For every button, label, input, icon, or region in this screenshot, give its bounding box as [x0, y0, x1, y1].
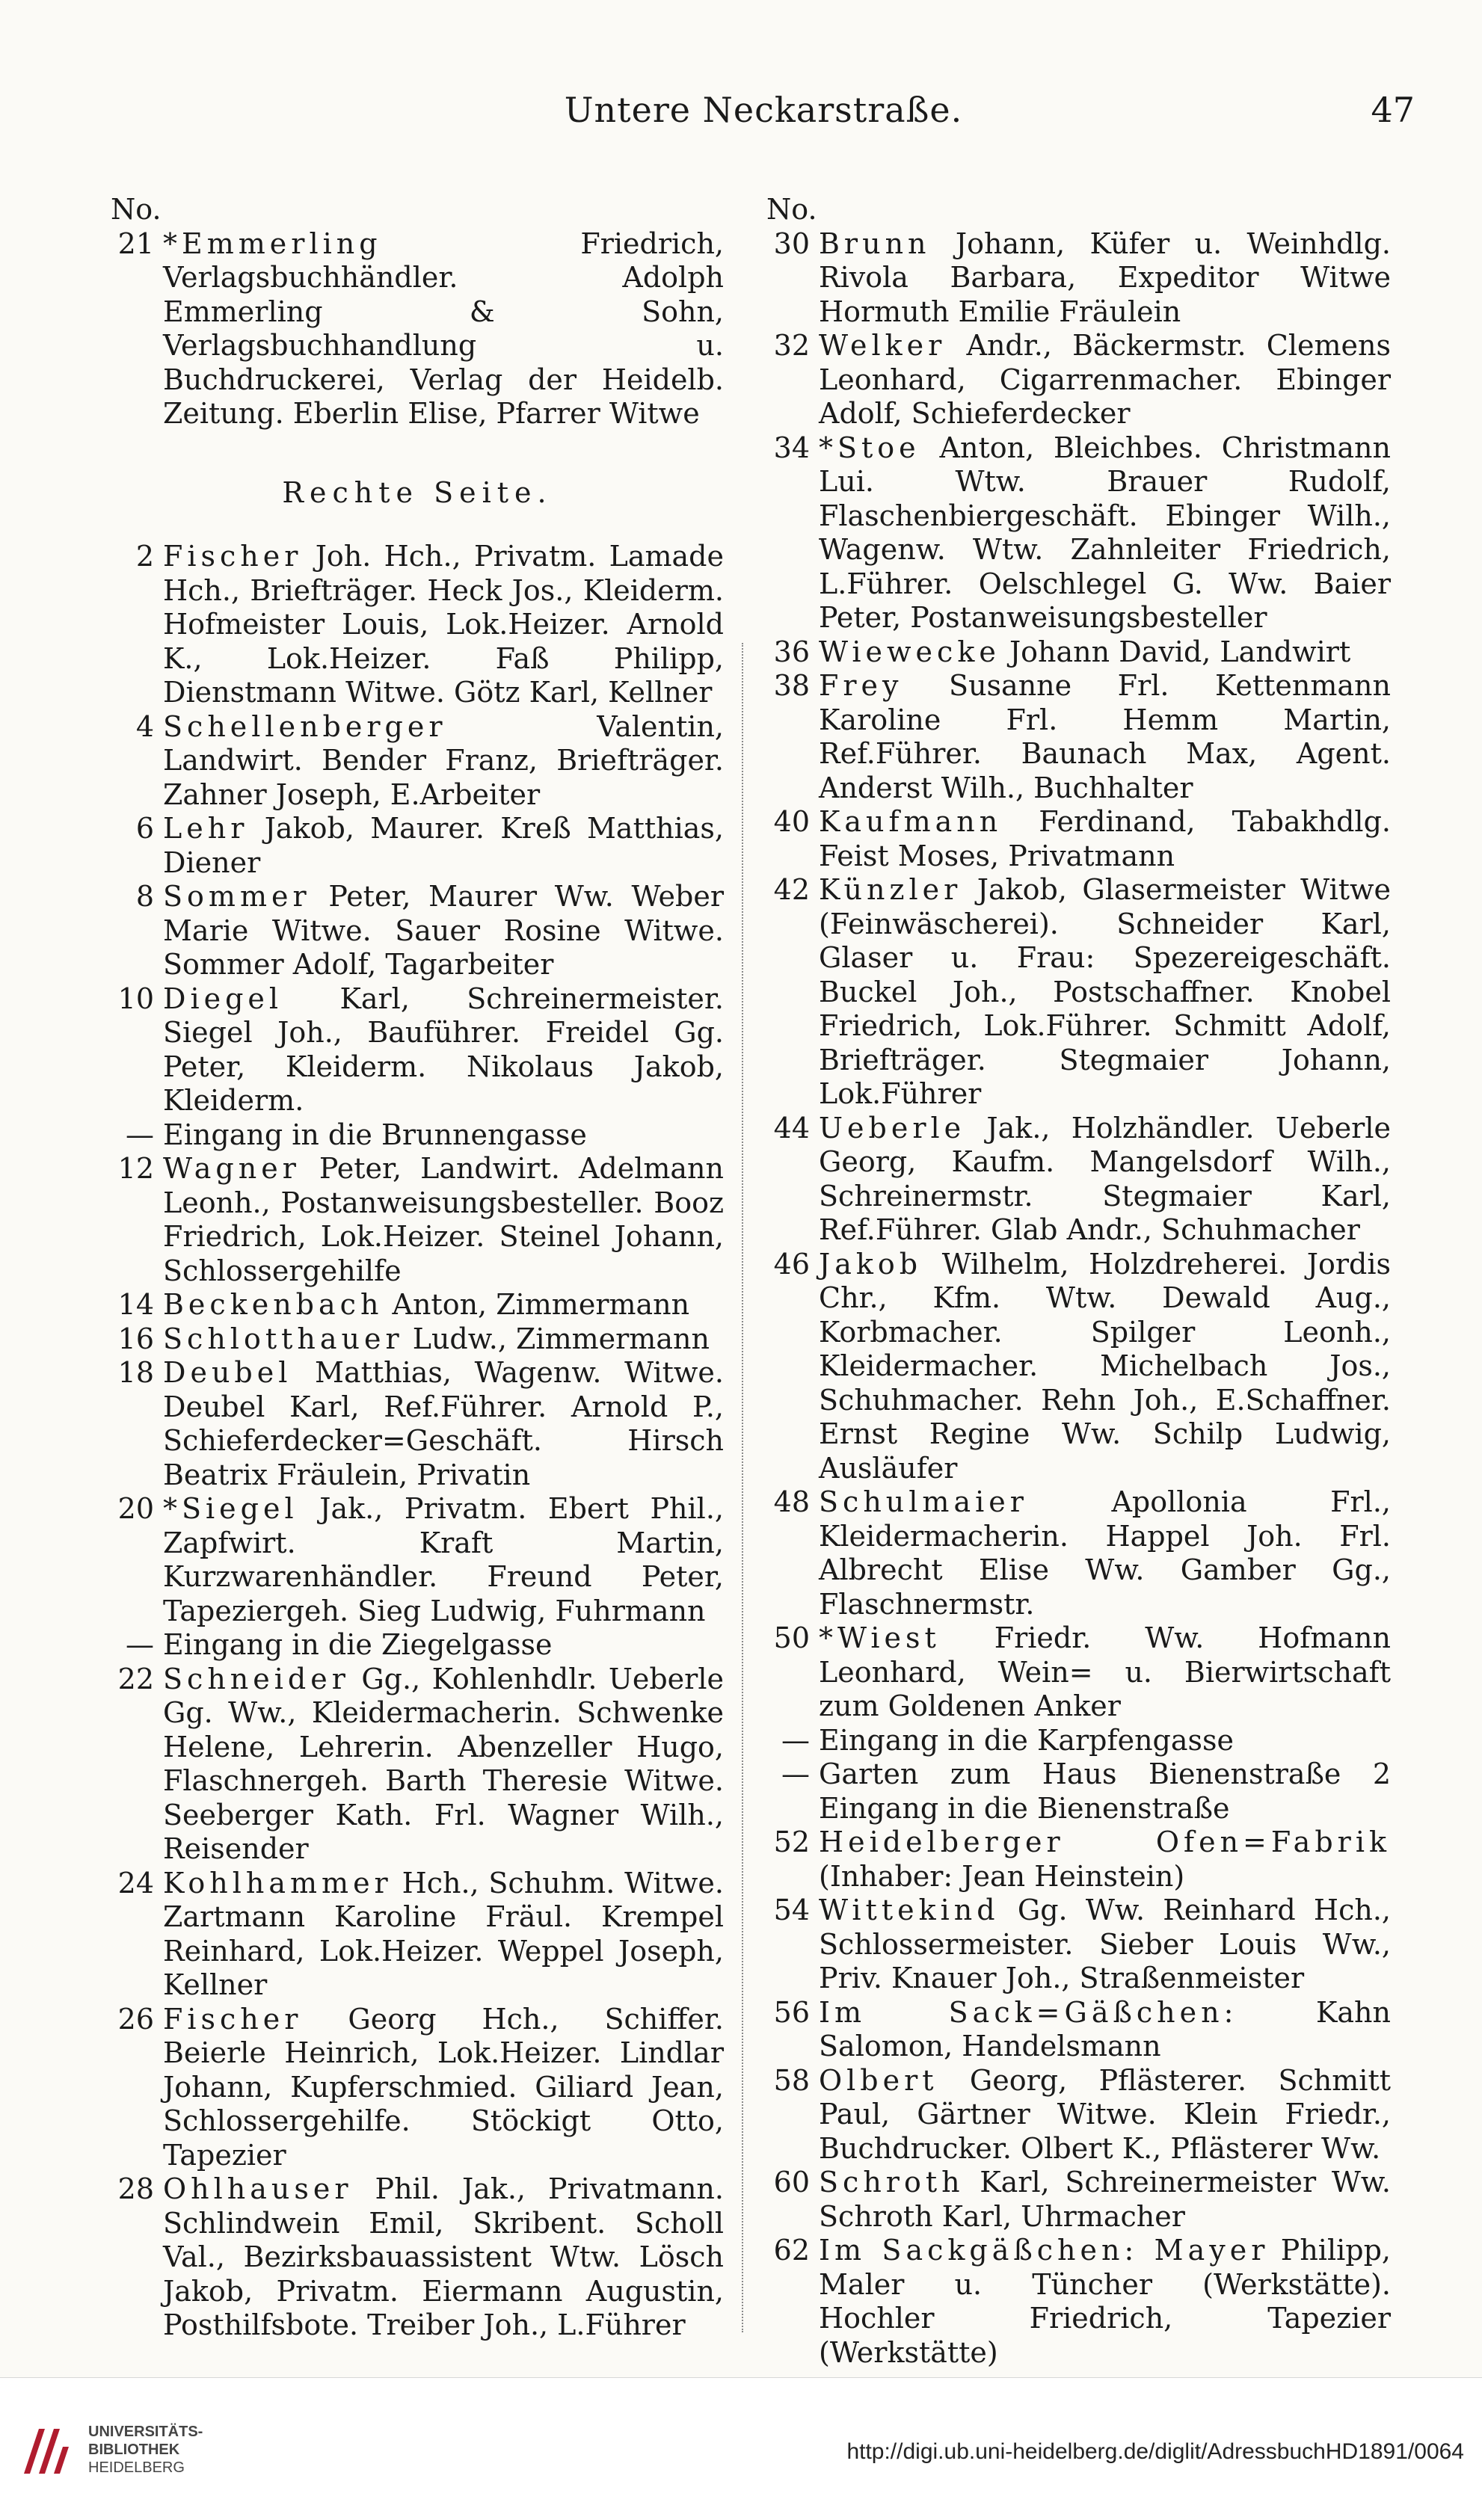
directory-entry: [111, 1628, 724, 1663]
directory-entry: [766, 805, 1391, 873]
house-number: 4: [135, 709, 154, 743]
resident-details: Matthias, Wagenw. Witwe. Deubel Karl, Ref.Führer. Arnold P., Schieferdecker=Geschäft. Hirsch Beatrix Fräulein, Privatin: [163, 1356, 724, 1491]
resident-details: Jak., Holzhändler. Ueberle Georg, Kaufm. Mangelsdorf Wilh., Schreinermstr. Stegmaier Karl, Ref.Führer. Glab Andr., Schuhmacher: [819, 1111, 1391, 1246]
house-number: 52: [773, 1826, 810, 1858]
entry-text: [163, 710, 724, 813]
resident-name: Künzler: [819, 873, 962, 906]
resident-name: Kaufmann: [819, 805, 1003, 838]
resident-name: Ohlhauser: [163, 2172, 353, 2205]
entry-text: [819, 1894, 1391, 1996]
entry-text: [819, 1248, 1391, 1486]
resident-name: Wagner: [163, 1152, 301, 1185]
resident-name: Olbert: [819, 2063, 938, 2097]
entry-text: [819, 1826, 1391, 1894]
directory-entry: [111, 982, 724, 1118]
directory-entry: [111, 1152, 724, 1288]
directory-entry: [111, 227, 724, 431]
resident-name: *Stoe: [819, 431, 920, 464]
resident-details: Johann David, Landwirt: [1009, 635, 1351, 668]
resident-name: Kohlhammer: [163, 1866, 393, 1900]
resident-name: Beckenbach: [163, 1288, 384, 1321]
directory-entry: [766, 1112, 1391, 1248]
house-number: 14: [117, 1288, 154, 1321]
resident-name: Schulmaier: [819, 1485, 1028, 1518]
resident-details: Kahn Salomon, Handelsmann: [819, 1995, 1391, 2062]
entry-text: [819, 431, 1391, 635]
resident-details: Jak., Privatm. Ebert Phil., Zapfwirt. Kraft Martin, Kurzwarenhändler. Freund Peter, Tapeziergeh. Sieg Ludwig, Fuhrmann: [163, 1492, 724, 1627]
house-number: 38: [773, 669, 810, 702]
resident-name: *Emmerling: [163, 227, 382, 260]
footer-bar: [0, 2377, 1482, 2520]
house-number: —: [126, 1118, 154, 1151]
directory-entry: [111, 1288, 724, 1322]
entry-text: [163, 1867, 724, 2003]
resident-name: Wiewecke: [819, 635, 1000, 668]
directory-entry: [111, 880, 724, 982]
number-column-label: No.: [111, 193, 162, 226]
resident-name: Sommer: [163, 880, 311, 913]
house-number: 2: [135, 540, 154, 573]
directory-entry: [766, 1248, 1391, 1486]
entry-text: [819, 873, 1391, 1112]
right-entries: [766, 227, 1391, 2370]
entry-text: [163, 1492, 724, 1628]
house-number: 42: [773, 873, 810, 906]
right-column: [766, 193, 1391, 2370]
resident-details: Georg, Pflästerer. Schmitt Paul, Gärtner Witwe. Klein Friedr., Buchdrucker. Olbert K., Pflästerer Ww.: [819, 2063, 1391, 2165]
resident-details: Peter, Maurer Ww. Weber Marie Witwe. Sauer Rosine Witwe. Sommer Adolf, Tagarbeiter: [163, 880, 724, 981]
resident-name: Jakob: [819, 1247, 923, 1281]
resident-details: Karl, Schreinermeister. Siegel Joh., Bauführer. Freidel Gg. Peter, Kleiderm. Nikolaus Jakob, Kleiderm.: [163, 982, 724, 1117]
entry-text: [819, 1996, 1391, 2064]
house-number: 44: [773, 1111, 810, 1145]
entry-text: [819, 2234, 1391, 2370]
directory-entry: [766, 2064, 1391, 2166]
resident-details: Georg Hch., Schiffer. Beierle Heinrich, Lok.Heizer. Lindlar Johann, Kupferschmied. Giliard Jean, Schlossergehilfe. Stöckigt Otto, Tapezier: [163, 2002, 724, 2172]
resident-details: Andr., Bäckermstr. Clemens Leonhard, Cigarrenmacher. Ebinger Adolf, Schieferdecker: [819, 329, 1391, 430]
resident-name: Im Sack=Gäßchen:: [819, 1995, 1238, 2029]
directory-entry: [111, 2172, 724, 2343]
house-number: 48: [773, 1485, 810, 1518]
directory-entry: [111, 1356, 724, 1492]
entry-text: [163, 1118, 724, 1153]
entry-text: [163, 812, 724, 880]
left-top-entries: [111, 227, 724, 431]
directory-entry: [766, 1826, 1391, 1894]
resident-details: Jakob, Glasermeister Witwe (Feinwäscherei). Schneider Karl, Glaser u. Frau: Spezereigeschäft. Buckel Joh., Postschaffner. Knobel Friedrich, Lok.Führer. Schmitt Adolf, Briefträger. Stegmaier Johann, Lok.Führer: [819, 873, 1391, 1110]
resident-name: *Siegel: [163, 1492, 298, 1525]
resident-name: Frey: [819, 669, 903, 702]
resident-details: Eingang in die Karpfengasse: [819, 1723, 1235, 1757]
resident-name: Welker: [819, 329, 947, 362]
resident-details: Joh. Hch., Privatm. Lamade Hch., Briefträger. Heck Jos., Kleiderm. Hofmeister Louis, Lok.Heizer. Arnold K., Lok.Heizer. Faß Philipp, Dienstmann Witwe. Götz Karl, Kellner: [163, 540, 724, 709]
resident-details: Apollonia Frl., Kleidermacherin. Happel Joh. Frl. Albrecht Elise Ww. Gamber Gg., Flaschnermstr.: [819, 1485, 1391, 1621]
directory-entry: [766, 2166, 1391, 2234]
entry-text: [163, 1322, 724, 1357]
house-number: —: [781, 1723, 810, 1757]
resident-details: Peter, Landwirt. Adelmann Leonh., Postanweisungsbesteller. Booz Friedrich, Lok.Heizer. Steinel Johann, Schlossergehilfe: [163, 1152, 724, 1287]
house-number: 36: [773, 635, 810, 668]
entry-text: [163, 1356, 724, 1492]
source-url-link[interactable]: http://digi.ub.uni-heidelberg.de/diglit/AdressbuchHD1891/0064: [846, 2439, 1464, 2464]
resident-name: Diegel: [163, 982, 283, 1015]
resident-name: Schlotthauer: [163, 1322, 404, 1355]
resident-details: Hch., Schuhm. Witwe. Zartmann Karoline Fräul. Krempel Reinhard, Lok.Heizer. Weppel Joseph, Kellner: [163, 1866, 724, 2001]
directory-entry: [766, 1894, 1391, 1996]
directory-entry: [766, 227, 1391, 330]
entry-text: [163, 982, 724, 1118]
directory-entry: [766, 873, 1391, 1112]
resident-name: Fischer: [163, 2002, 303, 2036]
resident-details: Friedr. Ww. Hofmann Leonhard, Wein= u. Bierwirtschaft zum Goldenen Anker: [819, 1621, 1391, 1722]
directory-entry: [766, 1621, 1391, 1724]
entry-text: [163, 2172, 724, 2343]
resident-name: *Wiest: [819, 1621, 941, 1654]
entry-text: [163, 227, 724, 431]
house-number: 32: [773, 329, 810, 362]
directory-entry: [111, 812, 724, 880]
resident-details: Karl, Schreinermeister Ww. Schroth Karl, Uhrmacher: [819, 2166, 1391, 2233]
entry-text: [163, 1288, 724, 1322]
resident-name: Schneider: [163, 1662, 350, 1695]
directory-entry: [766, 669, 1391, 805]
house-number: 26: [117, 2002, 154, 2036]
library-line: BIBLIOTHEK: [88, 2442, 180, 2458]
resident-name: Im Sackgäßchen: Mayer: [819, 2234, 1270, 2267]
resident-details: Gg., Kohlenhdlr. Ueberle Gg. Ww., Kleidermacherin. Schwenke Helene, Lehrerin. Abenzeller Hugo, Flaschnergeh. Barth Theresie Witwe. Seeberger Kath. Frl. Wagner Wilh., Reisender: [163, 1662, 724, 1865]
entry-text: [819, 1621, 1391, 1724]
house-number: 8: [135, 880, 154, 913]
house-number: 40: [773, 805, 810, 838]
entry-text: [163, 1628, 724, 1663]
entry-text: [819, 2166, 1391, 2234]
resident-name: Lehr: [163, 812, 249, 845]
resident-details: Philipp, Maler u. Tüncher (Werkstätte). Hochler Friedrich, Tapezier (Werkstätte): [819, 2234, 1391, 2369]
entry-text: [163, 2003, 724, 2173]
entry-text: [819, 635, 1391, 670]
resident-details: Ludw., Zimmermann: [412, 1322, 710, 1355]
left-entries: [111, 540, 724, 2343]
house-number: —: [126, 1628, 154, 1661]
resident-name: Schroth: [819, 2166, 965, 2199]
resident-details: Eingang in die Brunnengasse: [163, 1118, 587, 1151]
directory-entry: [766, 1757, 1391, 1826]
left-column: [111, 193, 724, 2343]
house-number: 62: [773, 2234, 810, 2267]
library-name: [88, 2423, 203, 2477]
page-header: [112, 90, 1415, 150]
house-number: 12: [117, 1152, 154, 1185]
resident-details: Jakob, Maurer. Kreß Matthias, Diener: [163, 812, 724, 879]
directory-entry: [766, 1996, 1391, 2064]
library-line: HEIDELBERG: [88, 2459, 185, 2476]
house-number: —: [781, 1757, 810, 1790]
entry-text: [819, 329, 1391, 431]
resident-details: Gg. Ww. Reinhard Hch., Schlossermeister. Sieber Louis Ww., Priv. Knauer Joh., Straßenmeister: [819, 1894, 1391, 1994]
resident-details: Friedrich, Verlagsbuchhändler. Adolph Emmerling & Sohn, Verlagsbuchhandlung u. Buchdruckerei, Verlag der Heidelb. Zeitung. Eberlin Elise, Pfarrer Witwe: [163, 227, 724, 430]
directory-entry: [766, 431, 1391, 635]
entry-text: [163, 540, 724, 710]
directory-entry: [766, 1724, 1391, 1758]
house-number: 16: [117, 1322, 154, 1355]
house-number: 18: [117, 1356, 154, 1389]
entry-text: [819, 669, 1391, 805]
house-number: 10: [117, 982, 154, 1015]
number-column-label: No.: [766, 193, 817, 226]
directory-entry: [111, 1118, 724, 1153]
house-number: 21: [117, 227, 154, 260]
library-line: UNIVERSITÄTS-: [88, 2424, 203, 2440]
resident-name: Brunn: [819, 227, 931, 260]
directory-entry: [111, 1322, 724, 1357]
house-number: 58: [773, 2063, 810, 2097]
entry-text: [163, 1152, 724, 1288]
directory-entry: [766, 635, 1391, 670]
directory-entry: [111, 2003, 724, 2173]
house-number: 30: [773, 227, 810, 260]
house-number: 46: [773, 1247, 810, 1281]
directory-entry: [111, 1492, 724, 1628]
resident-details: Garten zum Haus Bienenstraße 2 Eingang in die Bienenstraße: [819, 1757, 1391, 1825]
directory-entry: [111, 710, 724, 813]
entry-text: [819, 227, 1391, 330]
resident-details: (Inhaber: Jean Heinstein): [819, 1859, 1185, 1893]
resident-details: Phil. Jak., Privatmann. Schlindwein Emil, Skribent. Scholl Val., Bezirksbauassistent Wtw. Lösch Jakob, Privatm. Eiermann Augustin, Posthilfsbote. Treiber Joh., L.Führer: [163, 2172, 724, 2341]
house-number: 34: [773, 431, 810, 464]
section-heading: Rechte Seite.: [282, 475, 553, 509]
page-number: 47: [1371, 90, 1415, 130]
street-title: Untere Neckarstraße.: [564, 90, 963, 130]
column-divider: [742, 643, 743, 2332]
resident-name: Ueberle: [819, 1111, 966, 1145]
house-number: 50: [773, 1621, 810, 1654]
entry-text: [819, 1724, 1391, 1758]
house-number: 28: [117, 2172, 154, 2205]
house-number: 6: [135, 812, 154, 845]
resident-details: Valentin, Landwirt. Bender Franz, Briefträger. Zahner Joseph, E.Arbeiter: [163, 709, 724, 811]
resident-details: Anton, Zimmermann: [392, 1288, 690, 1321]
resident-name: Schellenberger: [163, 709, 447, 743]
resident-details: Johann, Küfer u. Weinhdlg. Rivola Barbara, Expeditor Witwe Hormuth Emilie Fräulein: [819, 227, 1391, 328]
resident-details: Susanne Frl. Kettenmann Karoline Frl. Hemm Martin, Ref.Führer. Baunach Max, Agent. Anderst Wilh., Buchhalter: [819, 669, 1391, 804]
house-number: 24: [117, 1866, 154, 1900]
directory-entry: [766, 1485, 1391, 1621]
entry-text: [819, 805, 1391, 873]
house-number: 22: [117, 1662, 154, 1695]
directory-entry: [766, 2234, 1391, 2370]
university-library-logo-icon: [16, 2421, 76, 2481]
resident-details: Wilhelm, Holzdreherei. Jordis Chr., Kfm. Wtw. Dewald Aug., Korbmacher. Spilger Leonh., Kleidermacher. Michelbach Jos., Schuhmacher. Rehn Joh., E.Schaffner. Ernst Regine Ww. Schilp Ludwig, Ausläufer: [819, 1247, 1391, 1485]
resident-details: Ferdinand, Tabakhdlg. Feist Moses, Privatmann: [819, 805, 1391, 872]
resident-details: Anton, Bleichbes. Christmann Lui. Wtw. Brauer Rudolf, Flaschenbiergeschäft. Ebinger Wilh., Wagenw. Wtw. Zahnleiter Friedrich, L.Führer. Oelschlegel G. Ww. Baier Peter, Postanweisungsbesteller: [819, 431, 1391, 634]
resident-name: Fischer: [163, 540, 303, 573]
directory-entry: [111, 540, 724, 710]
entry-text: [819, 1112, 1391, 1248]
house-number: 60: [773, 2166, 810, 2199]
house-number: 56: [773, 1995, 810, 2029]
entry-text: [819, 2064, 1391, 2166]
resident-details: Eingang in die Ziegelgasse: [163, 1628, 553, 1661]
resident-name: Wittekind: [819, 1894, 1000, 1926]
entry-text: [163, 1663, 724, 1867]
entry-text: [163, 880, 724, 982]
directory-entry: [111, 1663, 724, 1867]
directory-entry: [111, 1867, 724, 2003]
entry-text: [819, 1757, 1391, 1826]
resident-name: Heidelberger Ofen=Fabrik: [819, 1826, 1391, 1858]
house-number: 20: [117, 1492, 154, 1525]
house-number: 54: [773, 1894, 810, 1926]
entry-text: [819, 1485, 1391, 1621]
resident-name: Deubel: [163, 1356, 292, 1389]
directory-entry: [766, 329, 1391, 431]
